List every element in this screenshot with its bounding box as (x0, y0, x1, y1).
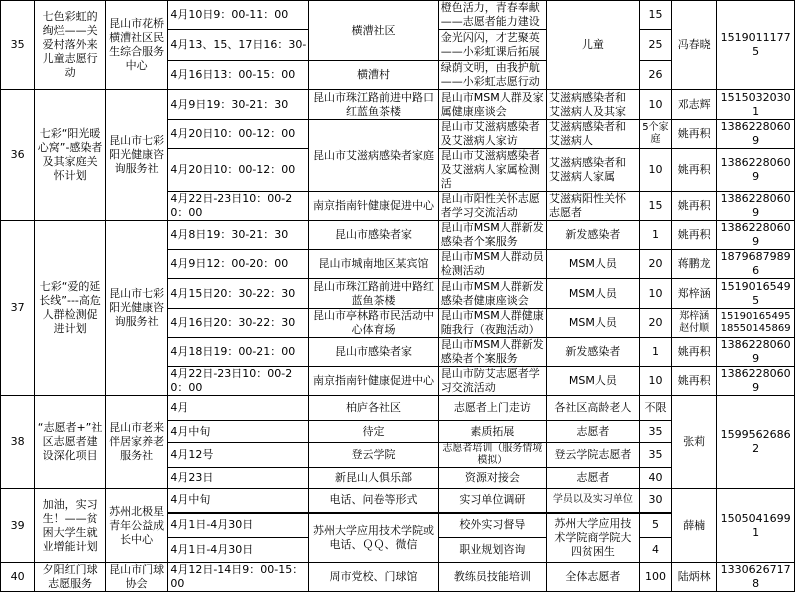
table-row[interactable] (1, 563, 795, 592)
project-no: 40 (1, 563, 35, 592)
contact-person: 郑梓涵 赵付顺 (672, 309, 717, 338)
activity-time: 4月18日19：00-21：00 (168, 338, 309, 367)
activity-time: 4月20日10：00-12：00 (168, 149, 309, 192)
activity-content: 昆山市MSM人群新发感染者健康座谈会 (438, 279, 546, 309)
activity-time: 4月20日10：00-12：00 (168, 120, 309, 149)
activity-content: 昆山市艾滋病感染者及艾滋病人家访 (438, 120, 546, 149)
contact-phone: 15190165495 18550145869 (717, 309, 795, 338)
activity-target: MSM人员 (547, 279, 640, 309)
project-name: 夕阳红门球志愿服务 (35, 563, 106, 592)
activity-time: 4月13、15、17日16：30- (168, 30, 309, 61)
activity-content: 职业规划咨询 (438, 538, 546, 563)
activity-time: 4月12号 (168, 443, 309, 468)
activity-place: 昆山市感染者家 (309, 338, 439, 367)
organizer: 昆山市花桥横漕社区民生综合服务中心 (105, 1, 167, 90)
contact-person: 邓志辉 (672, 90, 717, 120)
activity-place: 南京指南针健康促进中心 (309, 367, 439, 396)
activity-place: 待定 (309, 421, 439, 443)
activity-place: 昆山市艾滋病感染者家庭 (309, 120, 439, 192)
project-no: 39 (1, 489, 35, 563)
activity-place: 苏州大学应用技术学院或电话、ＱＱ、微信 (309, 513, 439, 563)
activity-time: 4月12日-14日9：00-15：00 (168, 563, 309, 592)
activity-place: 柏庐各社区 (309, 396, 439, 421)
contact-person: 姚再积 (672, 367, 717, 396)
activity-target: 各社区高龄老人 (547, 396, 640, 421)
activity-content: 素质拓展 (438, 421, 546, 443)
project-name: 加油，实习生！——贫困大学生就业增能计划 (35, 489, 106, 563)
organizer: 昆山市老来伴居家养老服务社 (105, 396, 167, 489)
activity-time: 4月15日20：30-22：30 (168, 279, 309, 309)
contact-person: 郑梓涵 (672, 279, 717, 309)
activity-content: 昆山市防艾志愿者学习交流活动 (438, 367, 546, 396)
contact-person: 蒋鹏龙 (672, 250, 717, 279)
contact-phone: 13862280609 (717, 338, 795, 367)
project-no: 37 (1, 221, 35, 396)
activity-place: 昆山市珠江路前进中路口红蓝鱼茶楼 (309, 90, 439, 120)
participant-count: 10 (639, 90, 671, 120)
activity-place: 周市党校、门球馆 (309, 563, 439, 592)
project-name: 七彩“爱的延长线”---高危人群检测促进计划 (35, 221, 106, 396)
activity-target: 苏州大学应用技术学院商学院大四贫困生 (547, 513, 640, 563)
activity-target: 志愿者 (547, 421, 640, 443)
contact-person: 姚再积 (672, 149, 717, 192)
participant-count: 10 (639, 279, 671, 309)
contact-phone: 15190111775 (717, 1, 795, 90)
contact-phone: 15150320301 (717, 90, 795, 120)
activity-time: 4月22日-23日10：00-20：00 (168, 192, 309, 221)
contact-person: 冯春晓 (672, 1, 717, 90)
activity-content: 志愿者上门走访 (438, 396, 546, 421)
contact-phone: 13862280609 (717, 120, 795, 149)
activity-time: 4月16日20：30-22：30 (168, 309, 309, 338)
activity-target: MSM人员 (547, 250, 640, 279)
activity-time: 4月23日 (168, 468, 309, 489)
activity-target: 艾滋病感染者和艾滋病人及其家 (547, 90, 640, 120)
activity-target: MSM人员 (547, 309, 640, 338)
participant-count: 5 (639, 513, 671, 538)
participant-count: 1 (639, 338, 671, 367)
activity-place: 昆山市珠江路前进中路红蓝鱼茶楼 (309, 279, 439, 309)
activity-target: 儿童 (547, 1, 640, 90)
activity-place: 昆山市城南地区某宾馆 (309, 250, 439, 279)
activity-time: 4月中旬 (168, 421, 309, 443)
participant-count: 15 (639, 1, 671, 30)
activity-time: 4月9日12：00-20：00 (168, 250, 309, 279)
project-no: 36 (1, 90, 35, 221)
contact-phone: 13306267178 (717, 563, 795, 592)
participant-count: 26 (639, 61, 671, 90)
activity-time: 4月8日19：30-21：30 (168, 221, 309, 250)
activity-content: 昆山市MSM人群新发感染者个案服务 (438, 221, 546, 250)
activity-content: 昆山市阳性关怀志愿者学习交流活动 (438, 192, 546, 221)
activity-target: 艾滋病感染者和艾滋病人 (547, 120, 640, 149)
activity-time: 4月1日-4月30日 (168, 538, 309, 563)
project-name: “志愿者+”社区志愿者建设深化项目 (35, 396, 106, 489)
organizer: 苏州北极星青年公益成长中心 (105, 489, 167, 563)
project-name: 七色彩虹的绚烂——关爱村落外来儿童志愿行动 (35, 1, 106, 90)
contact-phone: 13862280609 (717, 192, 795, 221)
table-row[interactable] (1, 90, 795, 120)
activity-content: 金光闪闪，才艺聚英——小彩虹课后拓展 (438, 30, 546, 61)
contact-phone: 13862280609 (717, 367, 795, 396)
activity-place: 电话、问卷等形式 (309, 489, 439, 513)
contact-person: 姚再积 (672, 338, 717, 367)
activity-place: 新昆山人俱乐部 (309, 468, 439, 489)
participant-count: 30 (639, 489, 671, 513)
contact-person: 薛楠 (672, 489, 717, 563)
activity-time: 4月1日-4月30日 (168, 513, 309, 538)
project-no: 38 (1, 396, 35, 489)
participant-count: 10 (639, 149, 671, 192)
activity-time: 4月22日-23日10：00-20：00 (168, 367, 309, 396)
activity-target: 新发感染者 (547, 338, 640, 367)
contact-phone: 15050416991 (717, 489, 795, 563)
activity-content: 校外实习督导 (438, 513, 546, 538)
activity-content: 昆山市艾滋病感染者及艾滋病人家属检测活 (438, 149, 546, 192)
activity-place: 横漕村 (309, 61, 439, 90)
participant-count: 35 (639, 421, 671, 443)
activity-content: 绿荫文明，由我护航——小彩虹志愿行动 (438, 61, 546, 90)
activity-time: 4月9日19：30-21：30 (168, 90, 309, 120)
contact-person: 张莉 (672, 396, 717, 489)
contact-phone: 18796879896 (717, 250, 795, 279)
activity-content: 橙色活力，青春奉献——志愿者能力建设 (438, 1, 546, 30)
contact-phone: 13862280609 (717, 149, 795, 192)
activity-time: 4月中旬 (168, 489, 309, 513)
activity-target: 新发感染者 (547, 221, 640, 250)
activity-content: 资源对接会 (438, 468, 546, 489)
participant-count: 100 (639, 563, 671, 592)
activity-content: 昆山市MSM人群新发感染者个案服务 (438, 338, 546, 367)
activity-target: 志愿者 (547, 468, 640, 489)
organizer: 昆山市门球协会 (105, 563, 167, 592)
contact-person: 姚再积 (672, 192, 717, 221)
contact-person: 姚再积 (672, 120, 717, 149)
table-row[interactable] (1, 1, 795, 30)
participant-count: 40 (639, 468, 671, 489)
table-row[interactable] (1, 396, 795, 421)
participant-count: 5个家庭 (639, 120, 671, 149)
activity-place: 昆山市亭林路市民活动中心体育场 (309, 309, 439, 338)
activity-target: 艾滋病感染者和艾滋病人家属 (547, 149, 640, 192)
activity-content: 昆山市MSM人群及家属健康座谈会 (438, 90, 546, 120)
project-name: 七彩“阳光暖心窝”-感染者及其家庭关怀计划 (35, 90, 106, 221)
contact-person: 姚再积 (672, 221, 717, 250)
activity-content: 志愿者培训（服务情境模拟） (438, 443, 546, 468)
activity-time: 4月10日9：00-11：00 (168, 1, 309, 30)
participant-count: 不限 (639, 396, 671, 421)
activity-content: 教练员技能培训 (438, 563, 546, 592)
participant-count: 1 (639, 221, 671, 250)
project-no: 35 (1, 1, 35, 90)
activity-target: MSM人员 (547, 367, 640, 396)
activity-target: 艾滋病阳性关怀志愿者 (547, 192, 640, 221)
activity-target: 学员以及实习单位 (547, 489, 640, 513)
activity-place: 昆山市感染者家 (309, 221, 439, 250)
table-row[interactable] (1, 489, 795, 513)
table-row[interactable] (1, 221, 795, 250)
activity-target: 全体志愿者 (547, 563, 640, 592)
participant-count: 4 (639, 538, 671, 563)
participant-count: 35 (639, 443, 671, 468)
activity-target: 登云学院志愿者 (547, 443, 640, 468)
contact-phone: 15995626862 (717, 396, 795, 489)
activity-place: 横漕社区 (309, 1, 439, 61)
participant-count: 15 (639, 192, 671, 221)
activity-content: 昆山市MSM人群动员检测活动 (438, 250, 546, 279)
participant-count: 20 (639, 309, 671, 338)
participant-count: 10 (639, 367, 671, 396)
organizer: 昆山市七彩阳光健康咨询服务社 (105, 221, 167, 396)
activity-place: 南京指南针健康促进中心 (309, 192, 439, 221)
activity-time: 4月16日13：00-15：00 (168, 61, 309, 90)
activity-place: 登云学院 (309, 443, 439, 468)
activity-content: 实习单位调研 (438, 489, 546, 513)
participant-count: 25 (639, 30, 671, 61)
activity-time: 4月 (168, 396, 309, 421)
contact-phone: 15190165495 (717, 279, 795, 309)
activity-content: 昆山市MSM人群健康随我行（夜跑活动） (438, 309, 546, 338)
contact-phone: 13862280609 (717, 221, 795, 250)
organizer: 昆山市七彩阳光健康咨询服务社 (105, 90, 167, 221)
participant-count: 20 (639, 250, 671, 279)
contact-person: 陆炳林 (672, 563, 717, 592)
